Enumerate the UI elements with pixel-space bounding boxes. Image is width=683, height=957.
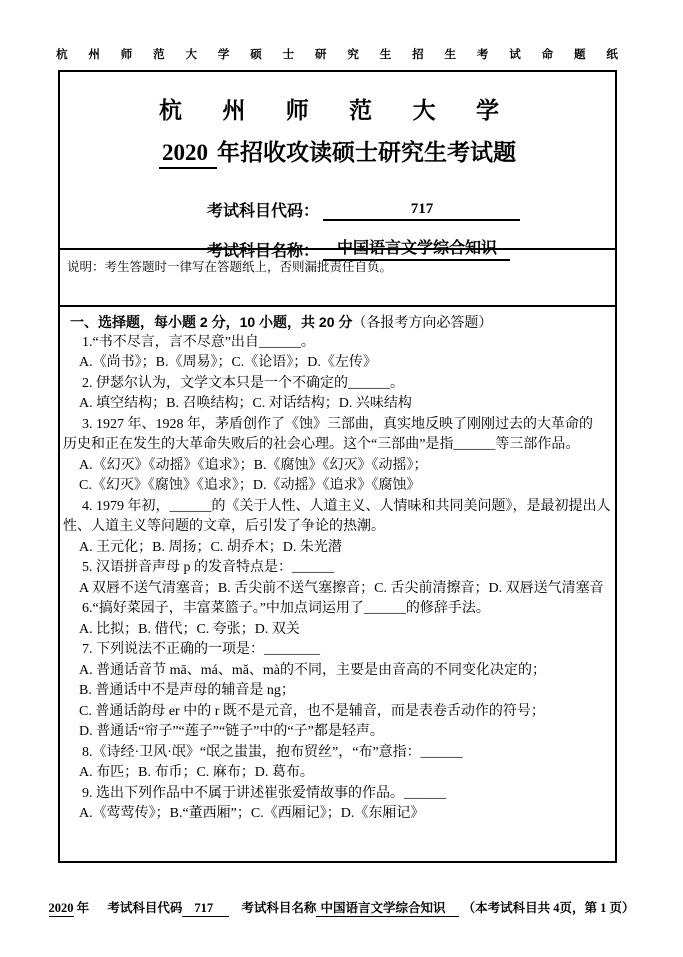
q2-stem: 2. 伊瑟尔认为，文学文本只是一个不确定的______。 [82, 375, 404, 391]
page-header: 杭 州 师 范 大 学 硕 士 研 究 生 招 生 考 试 命 题 纸 [56, 49, 627, 61]
page-footer [0, 898, 683, 916]
q5-stem: 5. 汉语拼音声母 p 的发音特点是：______ [82, 560, 334, 575]
exam-title-text: 年招收攻读硕士研究生考试题 [217, 139, 516, 165]
footer-code-label: 考试科目代码 [107, 901, 183, 915]
section-heading-main: 一、选择题，每小题 2 分，10 小题，共 20 分 [70, 314, 353, 330]
q1-stem: 1.“书不尽言，言不尽意”出自______。 [82, 334, 315, 350]
notice-text: 说明：考生答题时一律写在答题纸上，否则漏批责任自负。 [67, 260, 393, 274]
q3-stem-cont: 历史和正在发生的大革命失败后的社会心理。这个“三部曲”是指______等三部作品。 [63, 437, 580, 452]
exam-title [60, 134, 615, 169]
q4-stem: 4. 1979 年初，______的《关于人性、人道主义、人情味和共同美问题》，是最初提出人 [82, 498, 611, 514]
university-name: 杭 州 师 范 大 学 [159, 97, 516, 123]
q4-stem-cont: 性、人道主义等问题的文章，后引发了争论的热潮。 [63, 519, 385, 534]
q4-options: A. 王元化；B. 周扬；C. 胡乔木；D. 朱光潜 [79, 539, 342, 555]
subject-name-value: 中国语言文学综合知识 [323, 235, 510, 261]
q7-option-d: D. 普通话“帘子”“莲子”“链子”中的“子”都是轻声。 [79, 724, 384, 739]
q9-options: A.《莺莺传》；B.“董西厢”；C.《西厢记》；D.《东厢记》 [79, 806, 425, 821]
questions-box [58, 307, 617, 863]
q7-stem: 7. 下列说法不正确的一项是：________ [82, 642, 320, 657]
exam-year: 2020 [159, 140, 217, 169]
section-heading-note: （各报考方向必答题） [352, 316, 493, 331]
section-one-heading [62, 312, 611, 333]
subject-name-label: 考试科目名称： [207, 243, 320, 260]
q5-options: A 双唇不送气清塞音；B. 舌尖前不送气塞擦音；C. 舌尖前清擦音；D. 双唇送气清塞音 [79, 580, 604, 596]
q9-stem: 9. 选出下列作品中不属于讲述崔张爱情故事的作品。______ [82, 785, 446, 801]
q6-options: A. 比拟；B. 借代；C. 夸张；D. 双关 [79, 621, 300, 637]
notice-box [58, 250, 617, 307]
q1-options: A.《尚书》；B.《周易》；C.《论语》；D.《左传》 [79, 355, 377, 370]
subject-code-label: 考试科目代码： [207, 203, 320, 220]
q8-stem: 8.《诗经·卫风·氓》“氓之蚩蚩，抱布贸丝”，“布”意指：______ [82, 744, 463, 760]
q3-options-cd: C.《幻灭》《腐蚀》《追求》；D.《动摇》《追求》《腐蚀》 [79, 478, 421, 493]
q3-stem: 3. 1927 年、1928 年，茅盾创作了《蚀》三部曲，真实地反映了刚刚过去的大革命的 [82, 416, 593, 432]
title-box [58, 70, 617, 260]
q6-stem: 6.“搞好菜园子，丰富菜篮子。”中加点词运用了______的修辞手法。 [82, 601, 490, 616]
subject-code-row [60, 198, 615, 221]
footer-year: 2020 [48, 901, 74, 915]
q7-option-c: C. 普通话韵母 er 中的 r 既不是元音，也不是辅音，而是表卷舌动作的符号； [79, 703, 545, 719]
footer-page-note: （本考试科目共 4页，第 1 页） [462, 901, 635, 915]
q8-options: A. 布匹；B. 布币；C. 麻布；D. 葛布。 [79, 765, 314, 780]
q3-options-ab: A.《幻灭》《动摇》《追求》；B.《腐蚀》《幻灭》《动摇》； [79, 457, 428, 473]
footer-name-label: 考试科目名称 [241, 901, 317, 915]
footer-year-label: 年 [76, 901, 90, 915]
footer-code-value: 717 [182, 901, 229, 917]
footer-name-value: 中国语言文学综合知识 [316, 901, 459, 917]
q2-options: A. 填空结构；B. 召唤结构；C. 对话结构；D. 兴味结构 [79, 396, 412, 411]
subject-code-value: 717 [323, 201, 520, 221]
q7-option-b: B. 普通话中不是声母的辅音是 ng； [79, 683, 295, 698]
q7-option-a: A. 普通话音节 mā、má、mǎ、mà的不同，主要是由音高的不同变化决定的； [79, 662, 547, 678]
exam-paper [58, 70, 617, 863]
